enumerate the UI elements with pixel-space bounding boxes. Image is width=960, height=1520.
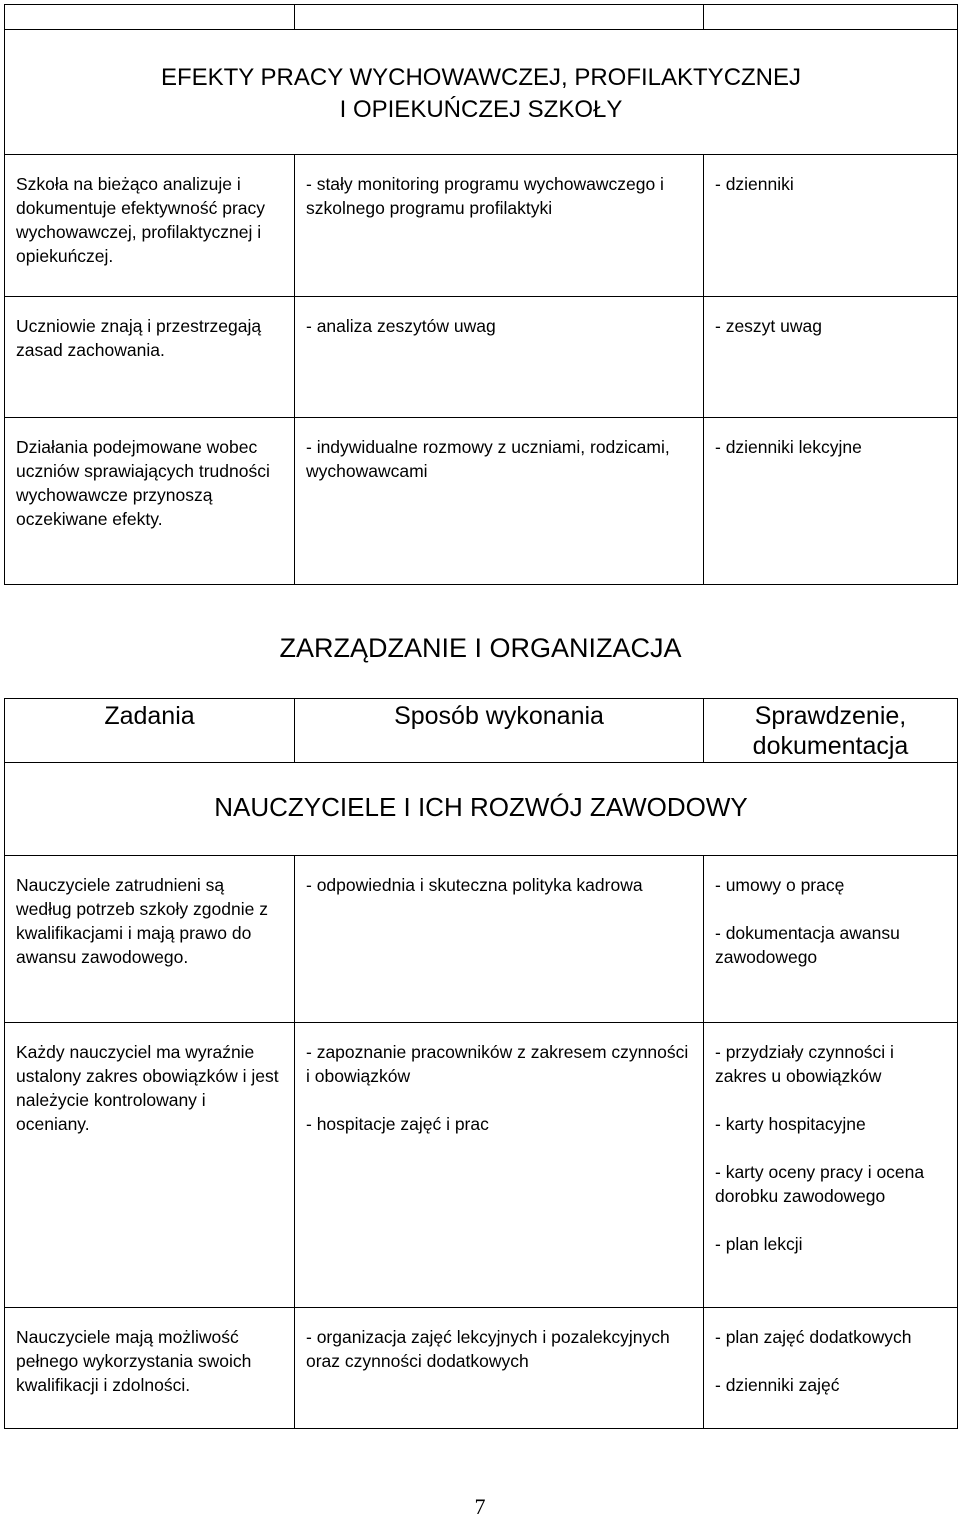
method-cell: - odpowiednia i skuteczna polityka kadrowa	[295, 856, 704, 1023]
method-cell: - zapoznanie pracowników z zakresem czynności i obowiązków - hospitacje zajęć i prac	[295, 1023, 704, 1308]
subheading-row	[5, 763, 958, 856]
column-header-row	[5, 699, 958, 763]
task-cell: Każdy nauczyciel ma wyraźnie ustalony zakres obowiązków i jest należycie kontrolowany i oceniany.	[5, 1023, 295, 1308]
verification-cell: - dzienniki lekcyjne	[704, 418, 958, 585]
table-row	[5, 856, 958, 1023]
table-top-strip	[5, 5, 958, 30]
title-row	[5, 30, 958, 155]
column-header-verification: Sprawdzenie, dokumentacja	[752, 702, 909, 760]
document-title	[5, 58, 957, 126]
staff-table	[4, 698, 958, 1429]
method-cell: - indywidualne rozmowy z uczniami, rodzicami, wychowawcami	[295, 418, 704, 585]
column-header-method: Sposób wykonania	[394, 702, 604, 730]
task-cell: Uczniowie znają i przestrzegają zasad zachowania.	[5, 297, 295, 418]
table-row	[5, 297, 958, 418]
verification-cell: - dzienniki	[704, 155, 958, 297]
effects-table	[4, 4, 958, 585]
task-cell: Szkoła na bieżąco analizuje i dokumentuje efektywność pracy wychowawczej, profilaktycznej i opiekuńczej.	[5, 155, 295, 297]
task-cell: Nauczyciele zatrudnieni są według potrzeb szkoły zgodnie z kwalifikacjami i mają prawo do awansu zawodowego.	[5, 856, 295, 1023]
verification-cell: - przydziały czynności i zakres u obowiązków - karty hospitacyjne - karty oceny pracy i ocena dorobku zawodowego - plan lekcji	[704, 1023, 958, 1308]
verification-cell: - umowy o pracę - dokumentacja awansu zawodowego	[704, 856, 958, 1023]
page-number: 7	[474, 1494, 486, 1519]
subheading: NAUCZYCIELE I ICH ROZWÓJ ZAWODOWY	[214, 792, 748, 822]
method-cell: - analiza zeszytów uwag	[295, 297, 704, 418]
table-row	[5, 1023, 958, 1308]
section-heading: ZARZĄDZANIE I ORGANIZACJA	[279, 633, 682, 663]
task-cell: Działania podejmowane wobec uczniów sprawiających trudności wychowawcze przynoszą oczekiwane efekty.	[5, 418, 295, 585]
document-title-line-2: I OPIEKUŃCZEJ SZKOŁY	[339, 96, 623, 123]
table-row	[5, 418, 958, 585]
task-cell: Nauczyciele mają możliwość pełnego wykorzystania swoich kwalifikacji i zdolności.	[5, 1308, 295, 1429]
column-header-tasks: Zadania	[104, 702, 195, 730]
document-title-line-1: EFEKTY PRACY WYCHOWAWCZEJ, PROFILAKTYCZNEJ	[160, 64, 802, 91]
method-cell: - organizacja zajęć lekcyjnych i pozalekcyjnych oraz czynności dodatkowych	[295, 1308, 704, 1429]
verification-cell: - plan zajęć dodatkowych - dzienniki zajęć	[704, 1308, 958, 1429]
table-row	[5, 155, 958, 297]
method-cell: - stały monitoring programu wychowawczego i szkolnego programu profilaktyki	[295, 155, 704, 297]
verification-cell: - zeszyt uwag	[704, 297, 958, 418]
table-row	[5, 1308, 958, 1429]
